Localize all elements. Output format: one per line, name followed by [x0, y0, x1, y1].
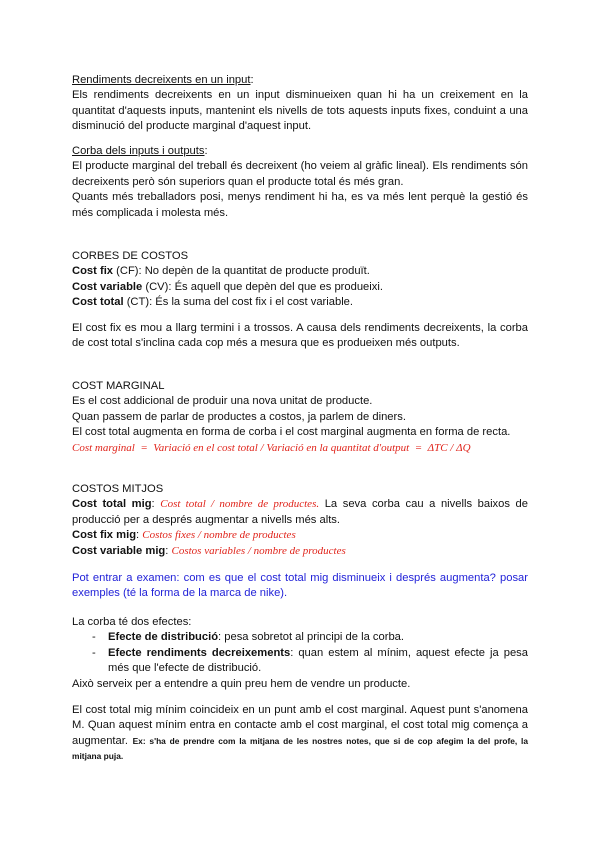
cost-total-mig-formula: Cost total / nombre de productes. [160, 498, 320, 511]
final-paragraph [72, 703, 528, 765]
list-item [72, 630, 528, 645]
corba-inputs-heading: Corba dels inputs i outputs [72, 145, 205, 157]
cost-variable-term: Cost variable [72, 280, 143, 293]
cost-total-mig-line [72, 497, 528, 528]
corbes-costos-paragraph-block [72, 321, 528, 352]
efecte-distribucio-term: Efecte de distribució [108, 631, 219, 644]
list-item [72, 646, 528, 677]
rendiments-body: Els rendiments decreixents en un input disminueixen quan hi ha un creixement en la quantitat d'aquests inputs, mantenint els nivells de tots aquests inputs fixes, conduint a una disminució del producte marginal d'aquest input. [72, 89, 528, 133]
efectes-section [72, 615, 528, 692]
cost-variable-def: (CV): És aquell que depèn del que es produeixi. [142, 280, 383, 293]
cost-total-def: (CT): És la suma del cost fix i el cost variable. [123, 296, 354, 309]
corba-inputs-p2: Quants més treballadors posi, menys rendiment hi ha, es va més lent perquè la gestió és més complicada i molesta més. [72, 191, 528, 219]
cost-marginal-line-3: El cost total augmenta en forma de corba i el cost marginal augmenta en forma de recta. [72, 426, 511, 439]
corbes-costos-heading: CORBES DE COSTOS [72, 250, 189, 262]
cost-variable-mig-term: Cost variable mig [72, 544, 166, 557]
cost-marginal-heading: COST MARGINAL [72, 380, 165, 392]
exam-note: Pot entrar a examen: com es que el cost total mig disminueix i després augmenta? posar exemples (té la forma de la marca de nike). [72, 572, 528, 600]
cost-marginal-section [72, 379, 528, 456]
cost-fix-def: (CF): No depèn de la quantitat de producte produït. [113, 265, 370, 278]
cost-fix-mig-formula: Costos fixes / nombre de productes [142, 529, 296, 542]
efecte-rendiments-desc: : quan estem al mínim, aquest efecte ja pesa més que l'efecte de distribució. [108, 646, 528, 675]
cost-fix-mig-line [72, 528, 528, 543]
cost-total-line [72, 295, 528, 310]
corbes-costos-paragraph: El cost fix es mou a llarg termini i a trossos. A causa dels rendiments decreixents, la corba de cost total s'inclina cada cop més a mesura que es produeixen més outputs. [72, 322, 528, 350]
rendiments-section [72, 73, 528, 135]
final-section [72, 703, 528, 765]
costos-mitjos-section [72, 482, 528, 559]
cost-marginal-line-1: Es el cost addicional de produir una nova unitat de producte. [72, 395, 373, 408]
corba-inputs-heading-colon: : [204, 145, 208, 157]
costos-mitjos-heading: COSTOS MITJOS [72, 483, 164, 495]
corba-inputs-p1: El producte marginal del treball és decreixent (ho veiem al gràfic lineal). Els rendiments són decreixents però són superiors quan el producte total és més gran. [72, 160, 528, 188]
efectes-list [72, 630, 528, 676]
efecte-rendiments-term: Efecte rendiments decreixements [108, 646, 291, 659]
cost-variable-mig-colon: : [165, 544, 172, 557]
rendiments-heading-line [72, 73, 528, 88]
cost-total-mig-colon: : [151, 498, 161, 511]
cost-fix-mig-term: Cost fix mig [72, 529, 137, 542]
cost-variable-mig-line [72, 544, 528, 559]
final-text: El cost total mig mínim coincideix en un punt amb el cost marginal. Aquest punt s'anomena M. Quan aquest mínim entra en contacte amb el cost marginal, el cost total mig comença a augmentar. [72, 704, 528, 747]
cost-marginal-formula: Cost marginal = Variació en el cost total / Variació en la quantitat d'output = ΔTC / ΔQ [72, 441, 471, 454]
cost-marginal-line-2: Quan passem de parlar de productes a costos, ja parlem de diners. [72, 410, 406, 423]
final-note: Ex: s'ha de prendre com la mitjana de les nostres notes, que si de cop afegim la del profe, la mitjana puja. [72, 735, 529, 762]
exam-note-block [72, 571, 528, 602]
list-dash: - [92, 631, 96, 644]
corba-inputs-section [72, 144, 528, 221]
list-dash: - [92, 646, 96, 659]
cost-variable-line [72, 280, 528, 295]
cost-fix-mig-colon: : [136, 529, 143, 542]
cost-total-term: Cost total [72, 296, 124, 309]
corba-inputs-heading-line [72, 144, 528, 159]
efecte-distribucio-desc: : pesa sobretot al principi de la corba. [218, 631, 404, 644]
efectes-outro: Això serveix per a entendre a quin preu hem de vendre un producte. [72, 677, 411, 690]
efectes-intro: La corba té dos efectes: [72, 616, 192, 628]
cost-fix-term: Cost fix [72, 265, 114, 278]
cost-total-mig-desc: La seva corba cau a nivells baixos de producció per a després augmentar a nivells més alts. [72, 498, 528, 526]
rendiments-heading: Rendiments decreixents en un input [72, 74, 251, 86]
corbes-costos-section [72, 249, 528, 311]
cost-fix-line [72, 264, 528, 279]
rendiments-heading-colon: : [250, 74, 254, 86]
cost-variable-mig-formula: Costos variables / nombre de productes [171, 544, 346, 557]
cost-total-mig-term: Cost total mig [72, 498, 152, 511]
